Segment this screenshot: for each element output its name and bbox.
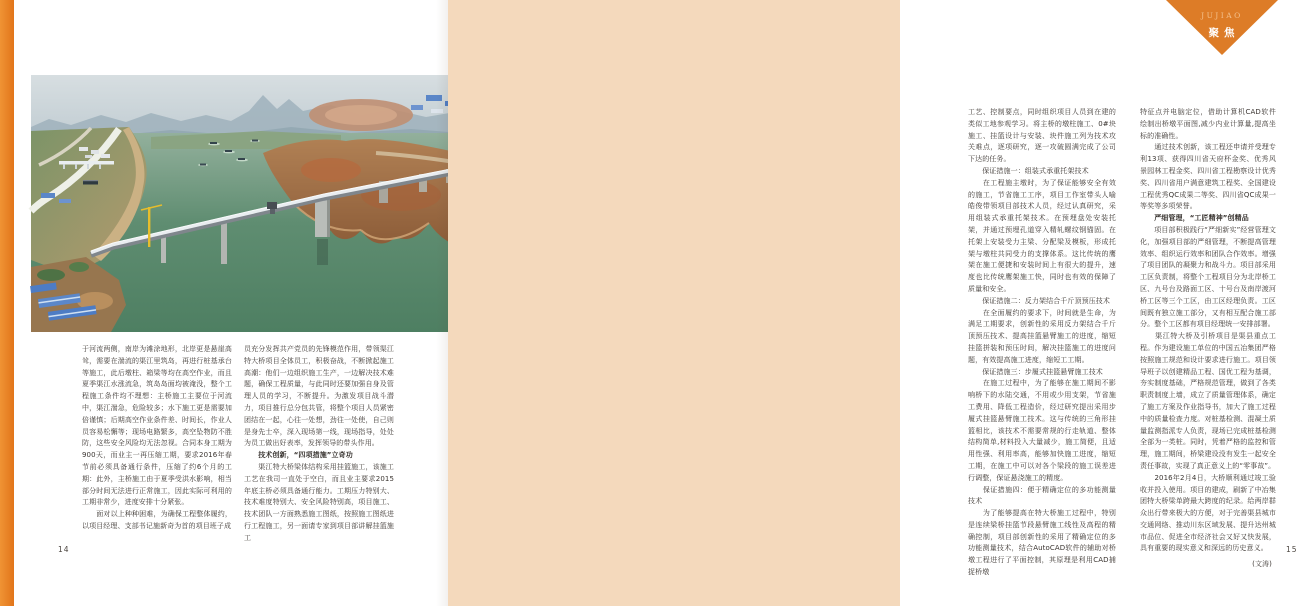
- right-page-number: 15: [1286, 545, 1298, 554]
- right-page-column-2: [1140, 107, 1276, 571]
- paragraph: 于河流两侧，南岸为滩涂地形，北岸更是悬崖高耸，需要在湍流的渠江里筑岛，再进行桩基承台等施工，此后墩柱、箱梁等均在高空作业，而且夏季渠江水涨流急，筑岛岛面均被淹没，整个工程施工条件均不理想：主桥施工主要位于河流中，渠江湍急，危险较多；水下施工更是需要加倍谨慎；后期高空作业条件差、时间长，作业人员容易松懈等；现场电路繁多，高空坠物防不胜防，这些安全风险均无法忽视。合同本身工期为900天，而业主一再压缩工期，要求2016年春节前必须具备通行条件，压缩了约6个月的工期：此外，主桥施工由于夏季受洪水影响，相当部分时间无法进行正常施工，因此实际可利用的工期非常少，进度安排十分紧张。: [82, 345, 232, 507]
- paragraph: 严细管理，“工匠精神”创精品: [1140, 214, 1249, 223]
- paragraph: 在全面履约的要求下，时间就是生命，为满足工期要求，创新性的采用反力架结合千斤顶预压技术、提高挂篮悬臂施工的进度，缩短挂篮拼装和预压时间，解决挂篮施工的进度问题，有效提高施工进度，缩短工工期。: [968, 308, 1116, 364]
- paragraph: 保证措施二：反力架结合千斤顶预压技术: [968, 296, 1110, 305]
- paragraph: 技术创新，“四项措施”立奇功: [244, 451, 353, 460]
- left-page-number: 14: [58, 545, 70, 554]
- paragraph: 员充分发挥共产党员的先锋模范作用，带领渠江特大桥项目全体员工，积极奋战，不断掀起施工高潮：他们一边组织施工生产，一边解决技术难题，确保工程质量，与此同时还要加强自身及管理人员的学习，不断提升。为激发项目战斗潜力，项目推行总分包共管，将整个项目人员紧密团结在一起，心往一处想，劲往一处使，自己则是身先士卒，深入现场第一线，现场指导，处处为员工做出好表率，发挥领导的带头作用。: [244, 345, 394, 448]
- paragraph: 面对以上种种困难，为确保工程整体履约，以项目经理、支部书记施新奇为首的项目班子成: [82, 510, 232, 530]
- paragraph: 工艺、控制要点，同时组织项目人员到在建的类似工地参观学习。将主桥的墩柱施工、0#块施工、挂篮设计与安装、块件施工列为技术攻关难点，逐项研究，逐一攻破圆满完成了公司下达的任务。: [968, 108, 1116, 164]
- paragraph: 渠江特大桥及引桥项目是渠县重点工程。作为建设施工单位的中国五冶集团严格按照施工规范和设计要求进行施工。项目领导班子以创建精品工程、国优工程为基调，夯实制度基础，严格规范管理，做到了各类职责制度上墙，成立了质量管理体系，确定了施工方案及作业指导书，加大了施工过程中的质量检查力度。对桩基检测、混凝土质量监测指派专人负责，现场已完成桩基检测全部为一类桩。同时，凭着严格的监控和管理，施工期间，桥梁建设没有发生一起安全责任事故，实现了真正意义上的“零事故”。: [1140, 332, 1276, 470]
- paragraph: (文涛): [1252, 560, 1272, 569]
- right-page: [448, 0, 1298, 606]
- section-tag-triangle: [1166, 0, 1278, 55]
- right-page-column-1: [968, 107, 1116, 579]
- paragraph: 保证措施一：组装式承重托架技术: [968, 166, 1089, 175]
- paragraph: 在施工过程中，为了能够在施工期间不影响桥下的水陆交通，不用或少用支架，节省施工费用、降低工程造价，经过研究提出采用步履式挂篮悬臂施工技术。这与传统的三角形挂篮相比，该技术不需要常规的行走轨道、整体结构简单,材料投入大量减少，施工简便，且适用性强、利用率高，能够加快施工进度，缩短工期，在施工中可以对各个梁段的施工误差进行调整，保证悬浇施工的精度。: [968, 379, 1116, 482]
- paragraph: 渠江特大桥梁体结构采用挂篮施工，该施工工艺在我司一直处于空白，而且业主要求2015年底主桥必须具备通行能力。工期压力特别大、技术难度特别大、安全风险特别高，项目施工、技术团队一方面熟悉施工图纸，按照施工图纸进行工程施工，另一面请专家到项目部讲解挂篮施工: [244, 462, 394, 542]
- bridge-construction-photo: [31, 75, 461, 332]
- page-gutter: [436, 0, 448, 606]
- paragraph: 保证措施三：步履式挂篮悬臂施工技术: [968, 367, 1103, 376]
- paragraph: 2016年2月4日，大桥顺利通过竣工验收并投入使用。项目的建成，刷新了中冶集团特大桥梁单跨最大跨度的纪录。给两岸群众出行带来极大的方便，对于完善渠县城市交通网络、推动川东区域发展、提升达州城市品位、促进全市经济社会又好又快发展，具有重要的现实意义和深远的历史意义。: [1140, 473, 1276, 553]
- bridge-photo-illustration: [31, 75, 461, 332]
- paragraph: 为了能够提高在特大桥施工过程中，特别是连续梁桥挂篮节段悬臂施工线性及高程的精确控制，项目部创新性的采用了精确定位的多功能测量技术，结合AutoCAD软件的辅助对桥墩工程进行了平面控制，其原理是利用CAD捕捉桥墩: [968, 509, 1116, 577]
- paragraph: 项目部积极践行“严细新实”经营管理文化，加强项目部的严细管理，不断提高管理效率、组织运行效率和团队合作效率。增强了项目团队的凝聚力和战斗力。项目部采用工区负责制，将整个工程项目分为北岸桥工区、九号台及路面工区、十号台及南岸渡河桥工区等三个工区，由工区经理负责。工区间既有独立施工部分，又有相互配合施工部分。整个工区都有项目经理统一安排部署。: [1140, 225, 1276, 329]
- section-tag-title: 聚焦: [1208, 27, 1240, 39]
- left-page-column-2: [244, 344, 394, 545]
- section-tag-pinyin: JUJIAO: [1201, 11, 1243, 20]
- paragraph: 通过技术创新，该工程还申请并受理专利13项、获得四川省天府杯金奖、优秀风景园林工程金奖、四川省工程勘察设计优秀奖、四川省用户满意建筑工程奖、全国建设工程优秀QC成果二等奖、四川省QC成果一等奖等多项荣誉。: [1140, 143, 1276, 211]
- left-page: [14, 0, 448, 606]
- paragraph: 特征点并电脑定位，借助计算机CAD软件绘制出桥墩平面图,减少内业计算量,提高坐标的准确性。: [1140, 108, 1276, 140]
- paragraph: 在工程施主墩时，为了保证能够安全有效的施工，节省施工工序，项目工作室带头人喻皓俊带领项目部技术人员，经过认真研究，采用组装式承重托架技术。在预埋盘处安装托架，并通过预埋孔道穿入精轧螺纹钢锚固。在托架上安装受力主梁、分配梁及模板，形成托架与墩柱共同受力的支撑体系。这比传统的鹰架在施工便捷和安装时间上有很大的提升，速度也比传统鹰架施工快，同时也有效的保障了质量和安全。: [968, 178, 1116, 293]
- left-page-column-1: [82, 344, 232, 533]
- spine-accent-bar: [0, 0, 14, 606]
- paragraph: 保证措施四：便于精确定位的多功能测量技术: [968, 485, 1116, 506]
